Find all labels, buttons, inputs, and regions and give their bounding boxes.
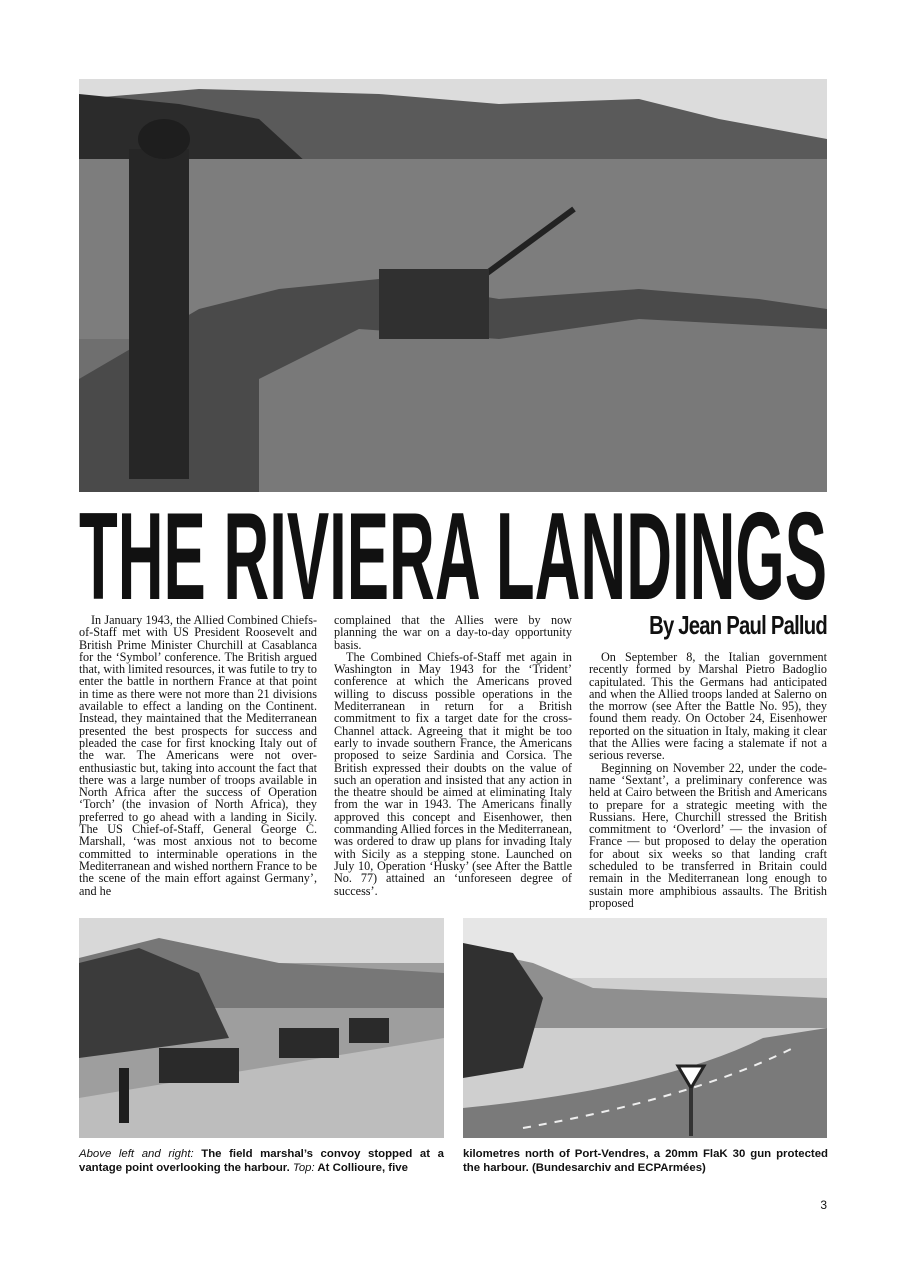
paragraph: complained that the Allies were by now planning the war on a day-to-day opportunity basis. <box>334 613 572 652</box>
caption-right <box>463 1148 828 1175</box>
caption-text: kilometres north of Port-Vendres, a 20mm FlaK 30 gun protected the harbour. (Bundesarchiv and ECPArmées) <box>463 1148 828 1174</box>
byline: By Jean Paul Pallud <box>649 610 827 640</box>
paragraph: In January 1943, the Allied Combined Chiefs-of-Staff met with US President Roosevelt and British Prime Minister Churchill at Casablanca for the ‘Symbol’ conference. The British argued that, with limited resources, it was futile to try to enter the battle in northern France at that point in time as there were not more than 21 divisions available to effect a landing on the Continent. Instead, they maintained that the Mediterranean presented the best prospects for success and pleaded the case for first knocking Italy out of the war. The Americans were not over-enthusiastic but, taking into account the fact that there was a large number of troops available in North Africa after the success of Operation ‘Torch’ (the invasion of North Africa), they preferred to go ahead with a landing in Sicily. The US Chief-of-Staff, General George C. Marshall, ‘was most anxious not to become committed to interminable operations in the Mediterranean and wished northern France to be the scene of the main effort against Germany’, and he <box>79 613 317 898</box>
text-column-2 <box>334 614 572 897</box>
paragraph: Beginning on November 22, under the code-name ‘Sextant’, a preliminary conference was held at Cairo between the British and Americans to prepare for a strategic meeting with the Russians. Here, Churchill stressed the British commitment to ‘Overlord’ — the invasion of France — but proposed to delay the operation for about six weeks so that landing craft scheduled to be transferred in Britain could remain in the Mediterranean long enough to sustain more amphibious assaults. The British proposed <box>589 760 827 910</box>
text-column-1 <box>79 614 317 897</box>
paragraph: On September 8, the Italian government recently formed by Marshal Pietro Badoglio capitulated. This the Germans had anticipated and when the Allied troops landed at Salerno on the morrow (see After the Battle No. 95), they found them ready. On October 24, Eisenhower reported on the situation in Italy, making it clear that the Allies were facing a stalemate if not a serious reverse. <box>589 650 827 763</box>
caption-text: At Collioure, five <box>314 1161 408 1174</box>
top-photo-collioure-flak-gun <box>79 79 827 492</box>
headline <box>79 497 827 607</box>
paragraph: The Combined Chiefs-of-Staff met again in Washington in May 1943 for the ‘Trident’ conference at which the Americans proved willing to discuss possible operations in the Mediterranean in return for a British commitment to fix a target date for the cross-Channel attack. Agreeing that it might be too early to invade southern France, the Americans proposed to seize Sardinia and Corsica. The British expressed their doubts on the value of such an operation and insisted that any action in the theatre should be aimed at eliminating Italy from the war in 1943. The Americans finally approved this concept and Eisenhower, then commanding Allied forces in the Mediterranean, was ordered to draw up plans for invading Italy with Sicily as a stepping stone. Launched on July 10, Operation ‘Husky’ (see After the Battle No. 77) attained an ‘unforeseen degree of success’. <box>334 649 572 898</box>
caption-text: The field marshal’s convoy stopped at a vantage point overlooking the harbour. <box>79 1148 444 1174</box>
caption-lead: Above left and right: <box>79 1148 194 1160</box>
photo-convoy-vantage-point <box>79 918 444 1138</box>
page-number: 3 <box>820 1198 827 1212</box>
text-column-3 <box>589 651 827 909</box>
headline-text: THE RIVIERA LANDINGS <box>79 497 827 607</box>
caption-left <box>79 1148 444 1175</box>
caption-top-label: Top: <box>292 1161 315 1174</box>
photo-vantage-point-today <box>463 918 827 1138</box>
